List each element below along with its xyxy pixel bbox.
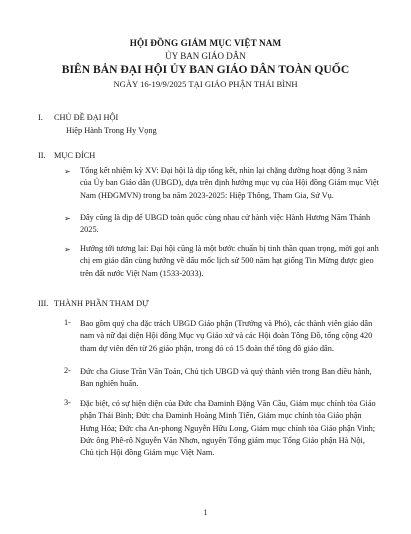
attendee-item: Đặc biệt, có sự hiện diện của Đức cha Đaminh Đặng Văn Cầu, Giám mục chính tòa Giáo phận Thái Bình; Đức cha Đaminh Hoàng Minh Tiến, Giám mục chính tòa Giáo phận Hưng Hóa; Đức cha An-phong Nguyễn Hữu Long, Giám mục chính tòa Giáo phận Vinh; Đức ông Phê-rô Nguyễn Văn Nhơn, nguyên Tổng giám mục Tổng Giáo phận Hà Nội, Chủ tịch Hội đồng Giám mục Việt Nam. [80, 399, 376, 458]
organization-name: HỘI ĐỒNG GIÁM MỤC VIỆT NAM [129, 38, 282, 48]
purpose-bullet: Hướng tới tương lai: Đại hội cũng là một bước chuẩn bị tinh thần quan trọng, mời gọi anh chị em giáo dân cùng hướng về dấu mốc lịch sử 500 năm hạt giống Tin Mừng được gieo trên đất nước Việt Nam (1533-2033). [80, 244, 379, 278]
theme-text: Hiệp Hành Trong Hy Vọng [66, 126, 157, 135]
arrow-bullet-icon: ➢ [64, 245, 71, 254]
section-number: III. [38, 299, 49, 308]
section-heading-2 [38, 151, 95, 160]
section-heading-3 [38, 299, 149, 308]
page-number: 1 [203, 508, 208, 517]
document-title: BIÊN BẢN ĐẠI HỘI ỦY BAN GIÁO DÂN TOÀN QUỐC [61, 63, 350, 76]
section-title: MỤC ĐÍCH [54, 151, 96, 160]
section-title: THÀNH PHẦN THAM DỰ [54, 299, 149, 308]
purpose-bullet: Đây cũng là dịp để UBGD toàn quốc cùng nhau cử hành việc Hành Hương Năm Thánh 2025. [80, 213, 371, 235]
section-heading-1 [38, 113, 118, 122]
attendee-item: Bao gồm quý cha đặc trách UBGD Giáo phận (Trưởng và Phó), các thành viên giáo dân nam và nữ đại diện Hội đồng Mục vụ Giáo xứ và các Hội đoàn Tông Đồ, tổng cộng 420 tham dự viên đến từ 26 giáo phận, trong đó có 15 đoàn thể tông đồ giáo dân. [80, 319, 373, 353]
item-number: 3- [64, 398, 71, 407]
committee-name: ỦY BAN GIÁO DÂN [165, 51, 246, 61]
section-number: II. [38, 151, 46, 160]
attendee-item: Đức cha Giuse Trần Văn Toản, Chủ tịch UBGD và quý thành viên trong Ban điều hành, Ban nghiên huấn. [80, 367, 372, 389]
section-title: CHỦ ĐỀ ĐẠI HỘI [54, 113, 119, 122]
purpose-bullet: Tổng kết nhiệm kỳ XV: Đại hội là dịp tổng kết, nhìn lại chặng đường hoạt động 3 năm của Ủy ban Giáo dân (UBGD), dựa trên định hướng mục vụ của Hội đồng Giám mục Việt Nam (HĐGMVN) trong ba năm 2023-2025: Hiệp Thông, Tham Gia, Sứ Vụ. [80, 166, 379, 200]
item-number: 1- [64, 318, 71, 327]
section-number: I. [38, 113, 43, 122]
arrow-bullet-icon: ➢ [64, 167, 71, 176]
item-number: 2- [64, 366, 71, 375]
arrow-bullet-icon: ➢ [64, 214, 71, 223]
document-subtitle: NGÀY 16-19/9/2025 TẠI GIÁO PHẬN THÁI BÌNH [113, 79, 298, 89]
